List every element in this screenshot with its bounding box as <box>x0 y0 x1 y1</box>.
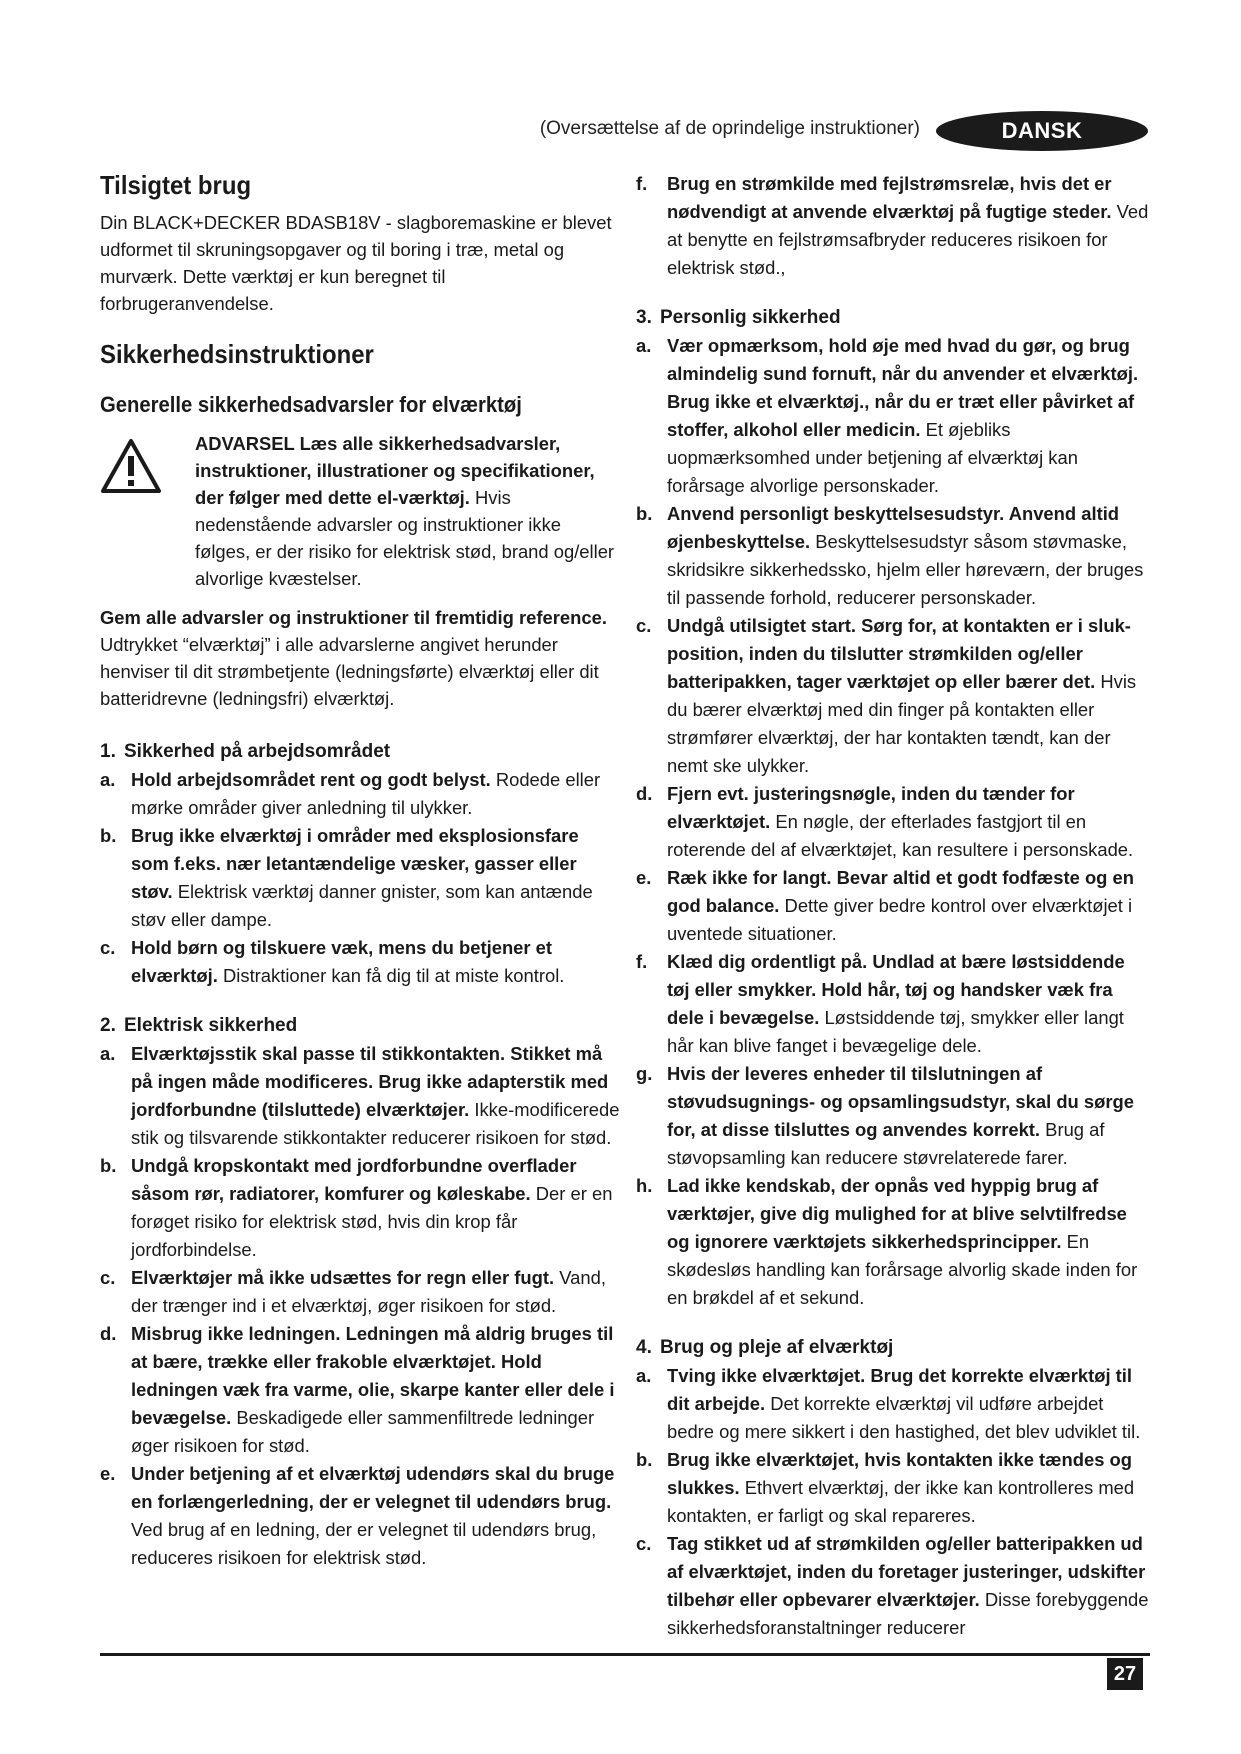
warning-bold: ADVARSEL Læs alle sikkerhedsadvarsler, instruktioner, illustrationer og specifikationer, der følger med dette el-værktøj. <box>195 433 595 508</box>
list-item: b. Undgå kropskontakt med jordforbundne overflader såsom rør, radiatorer, komfurer og køleskabe. Der er en forøget risiko for elektrisk stød, hvis din krop får jordforbindelse. <box>100 1155 613 1260</box>
electrical-continued <box>636 170 1151 282</box>
keep-instructions <box>100 604 620 712</box>
section-title: 3. Personlig sikkerhed <box>636 307 841 328</box>
keep-bold: Gem alle advarsler og instruktioner til fremtidig reference. <box>100 607 607 628</box>
list-item: g. Hvis der leveres enheder til tilslutningen af støvudsugnings- og opsamlingsudstyr, skal du sørge for, at disse tilsluttes og anvendes korrekt. Brug af støvopsamling kan reducere støvrelaterede farer. <box>636 1063 1134 1168</box>
warning-block <box>100 430 620 592</box>
list-item: f. Brug en strømkilde med fejlstrømsrelæ, hvis det er nødvendigt at anvende elværktøj på fugtige steder. Ved at benytte en fejlstrømsafbryder reduceres risikoen for elektrisk stød., <box>636 173 1149 278</box>
section-title: 1. Sikkerhed på arbejdsområdet <box>100 741 391 762</box>
list-item: d. Misbrug ikke ledningen. Ledningen må aldrig bruges til at bære, trække eller frakoble elværktøjet. Hold ledningen væk fra varme, olie, skarpe kanter eller dele i bevægelse. Beskadigede eller sammenfiltrede ledninger øger risikoen for stød. <box>100 1323 615 1456</box>
list-item: c. Elværktøjer må ikke udsættes for regn eller fugt. Vand, der trænger ind i et elværktøj, øger risikoen for stød. <box>100 1267 606 1316</box>
list-item: c. Hold børn og tilskuere væk, mens du betjener et elværktøj. Distraktioner kan få dig til at miste kontrol. <box>100 937 565 986</box>
left-column <box>100 170 620 1594</box>
safety-heading: Sikkerhedsinstruktioner <box>100 339 374 369</box>
list-item: a. Elværktøjsstik skal passe til stikkontakten. Stikket må på ingen måde modificeres. Brug ikke adapterstik med jordforbundne (tilsluttede) elværktøjer. Ikke-modificerede stik og tilsvarende stikkontakter reducerer risikoen for stød. <box>100 1043 620 1148</box>
list-item: e. Ræk ikke for langt. Bevar altid et godt fodfæste og en god balance. Dette giver bedre kontrol over elværktøjet i uventede situationer. <box>636 867 1134 944</box>
section-tool-use <box>636 1334 1151 1642</box>
list-item: e. Under betjening af et elværktøj udendørs skal du bruge en forlængerledning, der er velegnet til udendørs brug. Ved brug af en ledning, der er velegnet til udendørs brug, reduceres risikoen for elektrisk stød. <box>100 1463 615 1568</box>
section-title: 4. Brug og pleje af elværktøj <box>636 1337 894 1358</box>
section-title: 2. Elektrisk sikkerhed <box>100 1015 298 1036</box>
list-item: b. Brug ikke elværktøjet, hvis kontakten ikke tændes og slukkes. Ethvert elværktøj, der ikke kan kontrolleres med kontakten, er farligt og skal repareres. <box>636 1449 1135 1526</box>
intended-use-text: Din BLACK+DECKER BDASB18V - slagboremaskine er blevet udformet til skruningsopgaver og til boring i træ, metal og murværk. Dette værktøj er kun beregnet til forbrugeranvendelse. <box>100 212 612 314</box>
right-column <box>636 170 1151 1664</box>
list-item: a. Tving ikke elværktøjet. Brug det korrekte elværktøj til dit arbejde. Det korrekte elværktøj vil udføre arbejdet bedre og mere sikkert i den hastighed, det blev udviklet til. <box>636 1365 1141 1442</box>
section-work-area <box>100 738 620 990</box>
warning-triangle-icon <box>100 438 162 494</box>
list-item: h. Lad ikke kendskab, der opnås ved hyppig brug af værktøjer, give dig mulighed for at blive selvtilfredse og ignorere værktøjets sikkerhedsprincipper. En skødesløs handling kan forårsage alvorlig skade inden for en brøkdel af et sekund. <box>636 1175 1138 1308</box>
list-item: b. Anvend personligt beskyttelsesudstyr. Anvend altid øjenbeskyttelse. Beskyttelsesudstyr såsom støvmaske, skridsikre sikkerhedssko, hjelm eller høreværn, der bruges til passende forhold, reducerer personskader. <box>636 503 1144 608</box>
list-item: a. Vær opmærksom, hold øje med hvad du gør, og brug almindelig sund fornuft, når du anvender et elværktøj. Brug ikke et elværktøj., når du er træt eller påvirket af stoffer, alkohol eller medicin. Et øjebliks uopmærksomhed under betjening af elværktøj kan forårsage alvorlige personskader. <box>636 335 1139 496</box>
list-item: c. Undgå utilsigtet start. Sørg for, at kontakten er i sluk-position, inden du tilslutter strømkilden og/eller batteripakken, tager værktøjet op eller bærer det. Hvis du bærer elværktøj med din finger på kontakten eller strømfører elværktøj, der har kontakten tændt, kan der nemt ske ulykker. <box>636 615 1137 776</box>
warning-text <box>195 430 620 592</box>
list-item: d. Fjern evt. justeringsnøgle, inden du tænder for elværktøjet. En nøgle, der efterlades fastgjort til en roterende del af elværktøjet, kan resultere i personskade. <box>636 783 1134 860</box>
section-electrical <box>100 1012 620 1572</box>
footer-rule <box>100 1653 1150 1656</box>
keep-body: Udtrykket “elværktøj” i alle advarslerne angivet herunder henviser til dit strømbetjente (ledningsførte) elværktøj eller dit batteridrevne (ledningsfri) elværktøj. <box>100 634 599 709</box>
language-badge: DANSK <box>936 111 1148 151</box>
page-number: 27 <box>1107 1658 1143 1690</box>
list-item: b. Brug ikke elværktøj i områder med eksplosionsfare som f.eks. nær letantændelige væsker, gasser eller støv. Elektrisk værktøj danner gnister, som kan antænde støv eller dampe. <box>100 825 593 930</box>
translation-note: (Oversættelse af de oprindelige instruktioner) <box>539 118 920 139</box>
intended-use-heading: Tilsigtet brug <box>100 170 252 200</box>
list-item: c. Tag stikket ud af strømkilden og/eller batteripakken ud af elværktøjet, inden du foretager justeringer, udskifter tilbehør eller opbevarer elværktøjer. Disse forebyggende sikkerhedsforanstaltninger reducerer <box>636 1533 1149 1638</box>
list-item: f. Klæd dig ordentligt på. Undlad at bære løstsiddende tøj eller smykker. Hold hår, tøj og handsker væk fra dele i bevægelse. Løstsiddende tøj, smykker eller langt hår kan blive fanget i bevægelige dele. <box>636 951 1125 1056</box>
section-personal-safety <box>636 304 1151 1312</box>
list-item: a. Hold arbejdsområdet rent og godt belyst. Rodede eller mørke områder giver anledning til ulykker. <box>100 769 601 818</box>
general-warnings-heading: Generelle sikkerhedsadvarsler for elværktøj <box>100 392 522 417</box>
warning-body: Hvis nedenstående advarsler og instruktioner ikke følges, er der risiko for elektrisk stød, brand og/eller alvorlige kvæstelser. <box>195 487 615 589</box>
